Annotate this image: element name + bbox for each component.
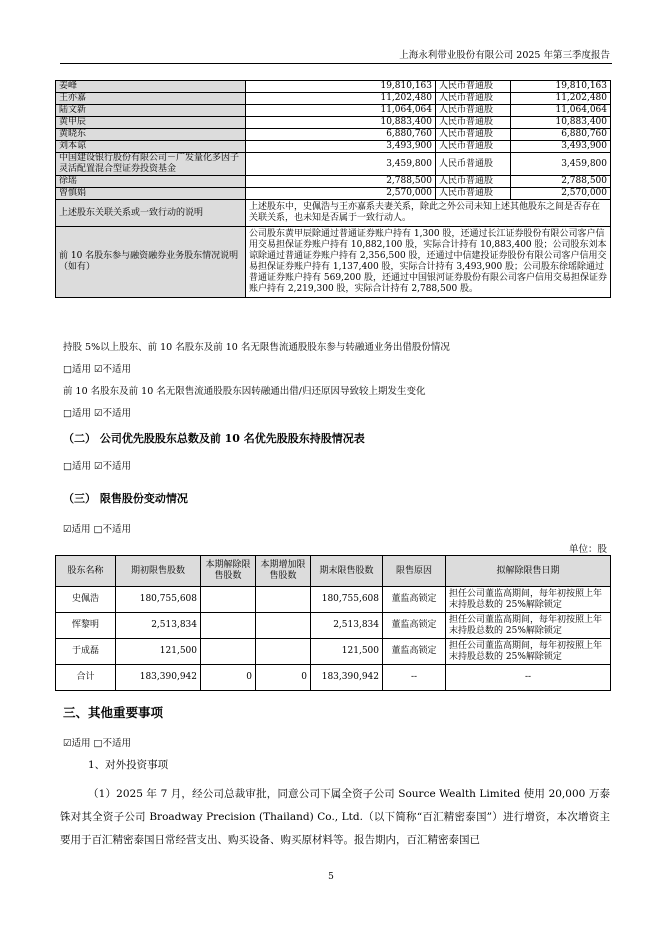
column-header: 本期解除限售股数	[201, 556, 256, 587]
table-row	[56, 176, 611, 188]
added-cell	[256, 613, 311, 639]
reason-cell: 董监高锁定	[383, 587, 446, 613]
section-title-restricted: （三） 限售股份变动情况	[63, 492, 188, 505]
margin-label: 前 10 名股东参与融资融券业务股东情况说明（如有）	[56, 227, 246, 298]
applicability-choice: □适用 ☑不适用	[63, 364, 132, 375]
released-cell	[201, 613, 256, 639]
share-count-cell: 3,493,900	[511, 141, 611, 153]
release-date-cell: 担任公司董监高期间，每年初按照上年末持股总数的 25%解除锁定	[446, 613, 611, 639]
table-row	[56, 81, 611, 93]
share-type-cell: 人民币普通股	[436, 81, 511, 93]
share-count-cell: 19,810,163	[511, 81, 611, 93]
column-header: 限售原因	[383, 556, 446, 587]
securities-lending-note: 持股 5%以上股东、前 10 名股东及前 10 名无限售流通股股东参与转融通业务出借股份情况	[63, 342, 450, 353]
holder-name-cell: 陆文新	[56, 105, 246, 117]
top-holders-table	[55, 80, 611, 298]
holder-name-cell: 曾慎娟	[56, 188, 246, 200]
applicability-choice: □适用 ☑不适用	[63, 408, 132, 419]
table-row	[56, 188, 611, 200]
total-label: 合计	[56, 665, 116, 691]
holder-qty-cell: 2,788,500	[246, 176, 436, 188]
table-row	[56, 639, 611, 665]
page-header: 上海永利带业股份有限公司 2025 年第三季度报告	[399, 50, 610, 61]
holder-name-cell: 刘本谅	[56, 141, 246, 153]
total-released: 0	[201, 665, 256, 691]
share-type-cell: 人民币普通股	[436, 129, 511, 141]
share-type-cell: 人民币普通股	[436, 105, 511, 117]
share-type-cell: 人民币普通股	[436, 176, 511, 188]
lending-change-note: 前 10 名股东及前 10 名无限售流通股股东因转融通出借/归还原因导致较上期发生变化	[63, 386, 426, 397]
item-title: 1、对外投资事项	[88, 759, 169, 771]
column-header: 期初限售股数	[116, 556, 201, 587]
reason-cell: 董监高锁定	[383, 613, 446, 639]
holder-qty-cell: 2,570,000	[246, 188, 436, 200]
total-end: 183,390,942	[311, 665, 383, 691]
share-type-cell: 人民币普通股	[436, 153, 511, 176]
begin-cell: 180,755,608	[116, 587, 201, 613]
share-count-cell: 11,064,064	[511, 105, 611, 117]
release-date-cell: 担任公司董监高期间，每年初按照上年末持股总数的 25%解除锁定	[446, 639, 611, 665]
holder-qty-cell: 11,064,064	[246, 105, 436, 117]
unit-label: 单位：股	[568, 544, 607, 555]
table-row	[56, 587, 611, 613]
relation-label: 上述股东关联关系或一致行动的说明	[56, 200, 246, 227]
holder-qty-cell: 6,880,760	[246, 129, 436, 141]
reason-cell: 董监高锁定	[383, 639, 446, 665]
released-cell	[201, 587, 256, 613]
table-row	[56, 153, 611, 176]
holder-name-cell: 中国建设银行股份有限公司－广发量化多因子灵活配置混合型证券投资基金	[56, 153, 246, 176]
end-cell: 121,500	[311, 639, 383, 665]
share-count-cell: 11,202,480	[511, 93, 611, 105]
holder-name-cell: 徐瑶	[56, 176, 246, 188]
header-divider	[60, 63, 612, 64]
share-type-cell: 人民币普通股	[436, 93, 511, 105]
share-count-cell: 10,883,400	[511, 117, 611, 129]
added-cell	[256, 587, 311, 613]
holder-name-cell: 姜峰	[56, 81, 246, 93]
share-count-cell: 6,880,760	[511, 129, 611, 141]
holder-qty-cell: 3,459,800	[246, 153, 436, 176]
holder-name-cell: 于成磊	[56, 639, 116, 665]
column-header: 本期增加限售股数	[256, 556, 311, 587]
added-cell	[256, 639, 311, 665]
share-count-cell: 3,459,800	[511, 153, 611, 176]
share-count-cell: 2,570,000	[511, 188, 611, 200]
total-date: --	[446, 665, 611, 691]
total-begin: 183,390,942	[116, 665, 201, 691]
total-added: 0	[256, 665, 311, 691]
restricted-shares-table	[55, 555, 611, 691]
share-type-cell: 人民币普通股	[436, 141, 511, 153]
holder-qty-cell: 3,493,900	[246, 141, 436, 153]
margin-row	[56, 227, 611, 298]
section-title-preferred: （二） 公司优先股股东总数及前 10 名优先股股东持股情况表	[63, 432, 365, 445]
column-header: 股东名称	[56, 556, 116, 587]
applicability-choice: ☑适用 □不适用	[63, 738, 132, 749]
relation-row	[56, 200, 611, 227]
table-row	[56, 141, 611, 153]
end-cell: 180,755,608	[311, 587, 383, 613]
table-row	[56, 613, 611, 639]
holder-name-cell: 恽黎明	[56, 613, 116, 639]
holder-name-cell: 王亦嘉	[56, 93, 246, 105]
column-header: 期末限售股数	[311, 556, 383, 587]
holder-name-cell: 史佩浩	[56, 587, 116, 613]
released-cell	[201, 639, 256, 665]
column-header: 拟解除限售日期	[446, 556, 611, 587]
part-three-title: 三、其他重要事项	[63, 705, 164, 720]
holder-qty-cell: 19,810,163	[246, 81, 436, 93]
total-reason: --	[383, 665, 446, 691]
end-cell: 2,513,834	[311, 613, 383, 639]
page-number: 5	[328, 872, 334, 882]
share-type-cell: 人民币普通股	[436, 188, 511, 200]
table-header-row	[56, 556, 611, 587]
table-row	[56, 129, 611, 141]
holder-name-cell: 黄甲辰	[56, 117, 246, 129]
holder-name-cell: 黄晓东	[56, 129, 246, 141]
table-row	[56, 117, 611, 129]
begin-cell: 2,513,834	[116, 613, 201, 639]
relation-text: 上述股东中，史佩浩与王亦嘉系夫妻关系，除此之外公司未知上述其他股东之间是否存在关联关系，也未知是否属于一致行动人。	[246, 200, 611, 227]
release-date-cell: 担任公司董监高期间，每年初按照上年末持股总数的 25%解除锁定	[446, 587, 611, 613]
table-row	[56, 105, 611, 117]
holder-qty-cell: 11,202,480	[246, 93, 436, 105]
margin-text: 公司股东黄甲辰除通过普通证券账户持有 1,300 股，还通过长江证券股份有限公司客户信用交易担保证券账户持有 10,882,100 股，实际合计持有 10,883,400 股；公司股东刘本谅除通过普通证券账户持有 2,356,500 股，还通过中信建投证券股份有限公司客户信用交易担保证券账户持有 1,137,400 股，实际合计持有 3,493,900 股；公司股东徐瑶除通过普通证券账户持有 569,200 股，还通过中国银河证券股份有限公司客户信用交易担保证券账户持有 2,219,300 股，实际合计持有 2,788,500 股。	[246, 227, 611, 298]
share-type-cell: 人民币普通股	[436, 117, 511, 129]
share-count-cell: 2,788,500	[511, 176, 611, 188]
total-row	[56, 665, 611, 691]
applicability-choice: ☑适用 □不适用	[63, 524, 132, 535]
table-row	[56, 93, 611, 105]
applicability-choice: □适用 ☑不适用	[63, 461, 132, 472]
holder-qty-cell: 10,883,400	[246, 117, 436, 129]
begin-cell: 121,500	[116, 639, 201, 665]
body-paragraph: （1）2025 年 7 月，经公司总裁审批，同意公司下属全资子公司 Source Wealth Limited 使用 20,000 万泰铢对其全资子公司 Broadway Precision (Thailand) Co., Ltd.（以下简称“百汇精密泰国”）进行增资，本次增资主要用于百汇精密泰国日常经营支出、购买设备、购买原材料等。报告期内，百汇精密泰国已	[60, 788, 610, 846]
